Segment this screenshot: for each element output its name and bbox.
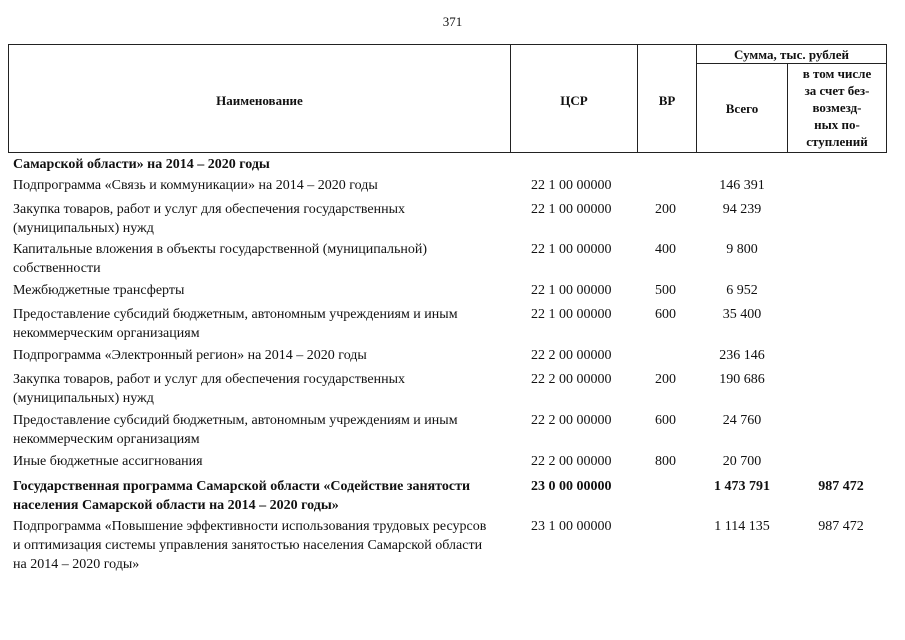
header-name: Наименование [216, 93, 303, 108]
row-vr: 200 [655, 372, 676, 387]
row-total: 6 952 [726, 283, 758, 298]
row-name: Подпрограмма «Связь и коммуникации» на 2014 – 2020 годы [13, 178, 378, 193]
row-name: Межбюджетные трансферты [13, 283, 185, 298]
header-csr: ЦСР [560, 93, 588, 108]
row-vr: 200 [655, 202, 676, 217]
row-total: 24 760 [722, 413, 762, 428]
header-free-line: возмезд- [812, 100, 862, 115]
row-vr: 600 [655, 413, 676, 428]
row-name: Капитальные вложения в объекты государственной (муниципальной) собственности [13, 242, 428, 276]
header-total: Всего [725, 101, 759, 116]
row-total: 94 239 [722, 202, 762, 217]
row-total: 146 391 [719, 178, 765, 193]
row-csr: 22 2 00 00000 [531, 413, 612, 428]
row-vr: 600 [655, 307, 676, 322]
header-vr: ВР [658, 93, 676, 108]
row-name: Закупка товаров, работ и услуг для обеспечения государственных (муниципальных) нужд [13, 372, 406, 406]
row-name: Закупка товаров, работ и услуг для обеспечения государственных (муниципальных) нужд [13, 202, 406, 236]
header-top-border [8, 44, 887, 45]
row-csr: 22 1 00 00000 [531, 283, 612, 298]
row-name: Самарской области» на 2014 – 2020 годы [13, 157, 270, 172]
row-total: 190 686 [719, 372, 765, 387]
row-csr: 23 0 00 00000 [531, 479, 612, 494]
header-free-line: ступлений [806, 134, 868, 149]
header-free-cell [788, 65, 886, 150]
row-total: 1 114 135 [714, 519, 770, 534]
row-free: 987 472 [818, 479, 864, 494]
row-vr: 500 [655, 283, 676, 298]
row-total: 236 146 [719, 348, 765, 363]
row-csr: 22 1 00 00000 [531, 242, 612, 257]
row-name: Подпрограмма «Повышение эффективности использования трудовых ресурсов и оптимизация системы управления занятостью населения Самарской области на 2014 – 2020 годы» [13, 519, 487, 572]
header-sum-underline [696, 63, 887, 64]
row-total: 9 800 [726, 242, 758, 257]
page-number: 371 [442, 14, 463, 29]
row-csr: 23 1 00 00000 [531, 519, 612, 534]
row-total: 1 473 791 [714, 479, 770, 494]
header-free-line: ных по- [814, 117, 860, 132]
row-name: Государственная программа Самарской области «Содействие занятости населения Самарской области на 2014 – 2020 годы» [13, 479, 471, 513]
row-csr: 22 2 00 00000 [531, 372, 612, 387]
row-csr: 22 2 00 00000 [531, 454, 612, 469]
row-total: 20 700 [722, 454, 762, 469]
header-free-line: за счет без- [804, 83, 870, 98]
row-csr: 22 1 00 00000 [531, 178, 612, 193]
row-name: Предоставление субсидий бюджетным, автономным учреждениям и иным некоммерческим организациям [13, 307, 458, 341]
header-bottom-border [8, 152, 887, 153]
row-free: 987 472 [818, 519, 864, 534]
row-vr: 400 [655, 242, 676, 257]
row-csr: 22 2 00 00000 [531, 348, 612, 363]
row-total: 35 400 [722, 307, 762, 322]
row-name: Предоставление субсидий бюджетным, автономным учреждениям и иным некоммерческим организациям [13, 413, 458, 447]
header-sum: Сумма, тыс. рублей [734, 47, 849, 62]
row-csr: 22 1 00 00000 [531, 202, 612, 217]
row-name: Подпрограмма «Электронный регион» на 2014 – 2020 годы [13, 348, 367, 363]
header-free-line: в том числе [802, 66, 872, 81]
row-csr: 22 1 00 00000 [531, 307, 612, 322]
header-right-border [886, 44, 887, 153]
row-vr: 800 [655, 454, 676, 469]
row-name: Иные бюджетные ассигнования [13, 454, 203, 469]
